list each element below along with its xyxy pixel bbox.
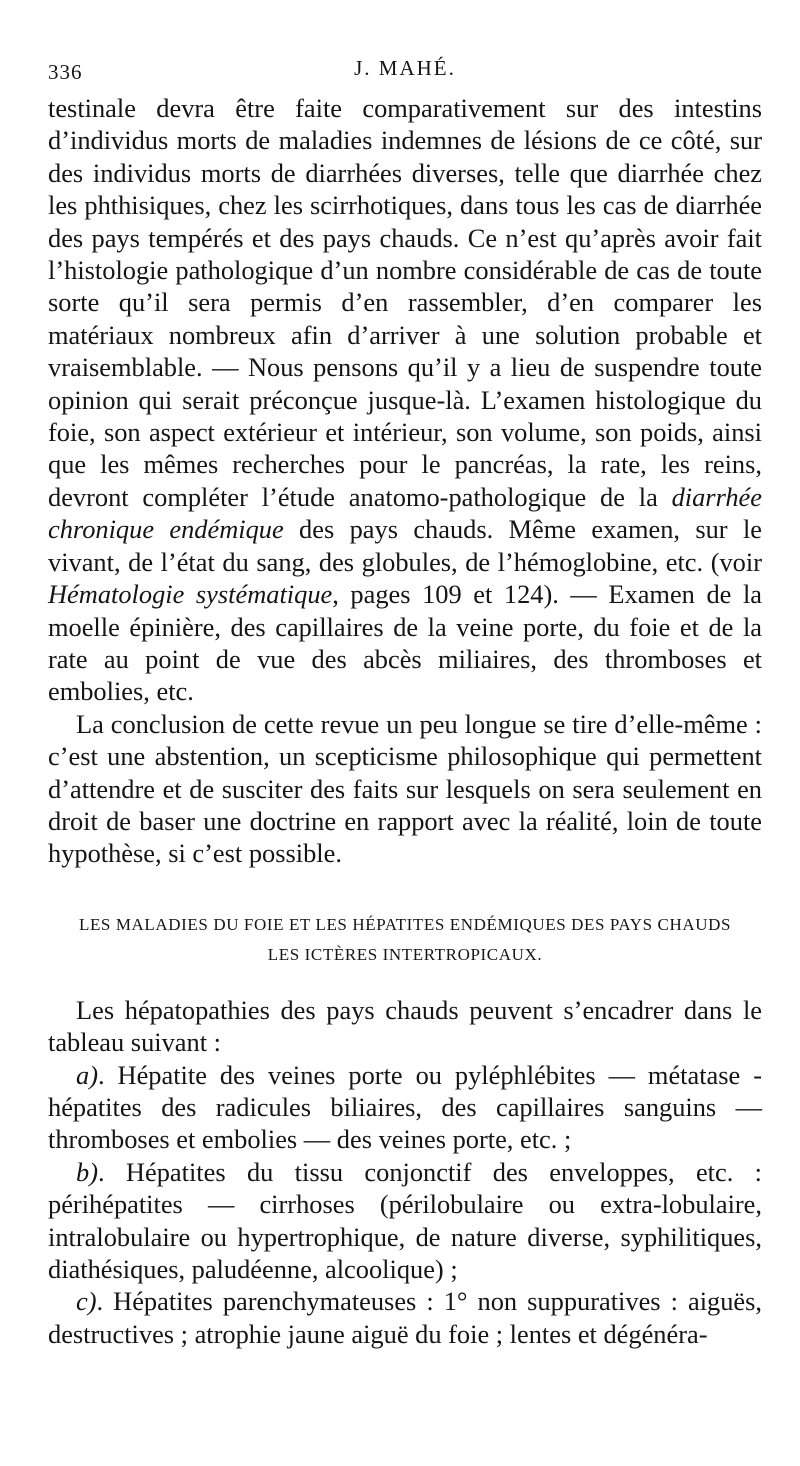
italic-term: diarrhée chronique endémique: [48, 481, 762, 545]
list-marker: b): [76, 1156, 98, 1187]
running-title: J. MAHÉ.: [354, 56, 456, 80]
list-item: [48, 1156, 762, 1286]
list-marker: c): [76, 1286, 97, 1317]
list-item: [48, 1059, 762, 1156]
section-subheading-line: LES ICTÈRES INTERTROPICAUX.: [267, 944, 543, 964]
paragraph-conclusion: La conclusion de cette revue un peu longue se tire d’elle-même : c’est une abstention, un scepticisme philosophique qui permettent d’attendre et de susciter des faits sur lesquels on sera seulement en droit de baser une doctrine en rapport avec la réalité, loin de toute hypothèse, si c’est possible.: [48, 708, 762, 869]
section-heading-line: LES MALADIES DU FOIE ET LES HÉPATITES ENDÉMIQUES DES PAYS CHAUDS: [78, 914, 732, 934]
list-item-text: . Hépatites parenchymateuses : 1° non suppuratives : aiguës, destructives ; atrophie jaune aiguë du foie ; lentes et dégénéra-: [48, 1286, 762, 1349]
document-page: [48, 46, 762, 1350]
section-heading: [48, 910, 762, 970]
paragraph-text: testinale devra être faite comparativement sur des intestins d’individus morts de maladies indemnes de lésions de ce côté, sur des individus morts de diarrhées diverses, telle que diarrhée chez les phthisiques, chez les scirrhotiques, dans tous les cas de diarrhée des pays tempérés et des pays chauds. Ce n’est qu’après avoir fait l’histologie pathologique d’un nombre considérable de cas de toute sorte qu’il sera permis d’en rassembler, d’en comparer les matériaux nombreux afin d’arriver à une solution probable et vraisemblable. — Nous pensons qu’il y a lieu de suspendre toute opinion qui serait préconçue jusque-là. L’examen histologique du foie, son aspect extérieur et intérieur, son volume, son poids, ainsi que les mêmes recherches pour le pancréas, la rate, les reins, devront compléter l’étude anatomo-pathologique de la: [48, 93, 762, 512]
list-item-text: . Hépatites du tissu conjonctif des enveloppes, etc. : périhépatites — cirrhoses (périlobulaire ou extra-lobulaire, intralobulaire ou hypertrophique, de nature diverse, syphilitiques, diathésiques, paludéenne, alcoolique) ;: [48, 1156, 762, 1284]
italic-reference: Hématologie systématique: [48, 579, 333, 610]
paragraph-text: , pages 109 et 124). — Examen de la moelle épinière, des capillaires de la veine porte, du foie et de la rate au point de vue des abcès miliaires, des thromboses et embolies, etc.: [48, 579, 762, 707]
list-item-text: . Hépatite des veines porte ou pyléphlébites — métatase - hépatites des radicules biliaires, des capillaires sanguins — thromboses et embolies — des veines porte, etc. ;: [48, 1059, 762, 1155]
paragraph-text: des pays chauds. Même examen, sur le vivant, de l’état du sang, des globules, de l’hémoglobine, etc. (voir: [48, 514, 763, 577]
list-item: [48, 1285, 762, 1350]
list-marker: a): [76, 1059, 98, 1090]
running-head: [48, 46, 762, 86]
section-intro: Les hépatopathies des pays chauds peuvent s’encadrer dans le tableau suivant :: [48, 994, 762, 1058]
page-number: 336: [48, 60, 83, 84]
paragraph-continuation: [48, 92, 762, 708]
